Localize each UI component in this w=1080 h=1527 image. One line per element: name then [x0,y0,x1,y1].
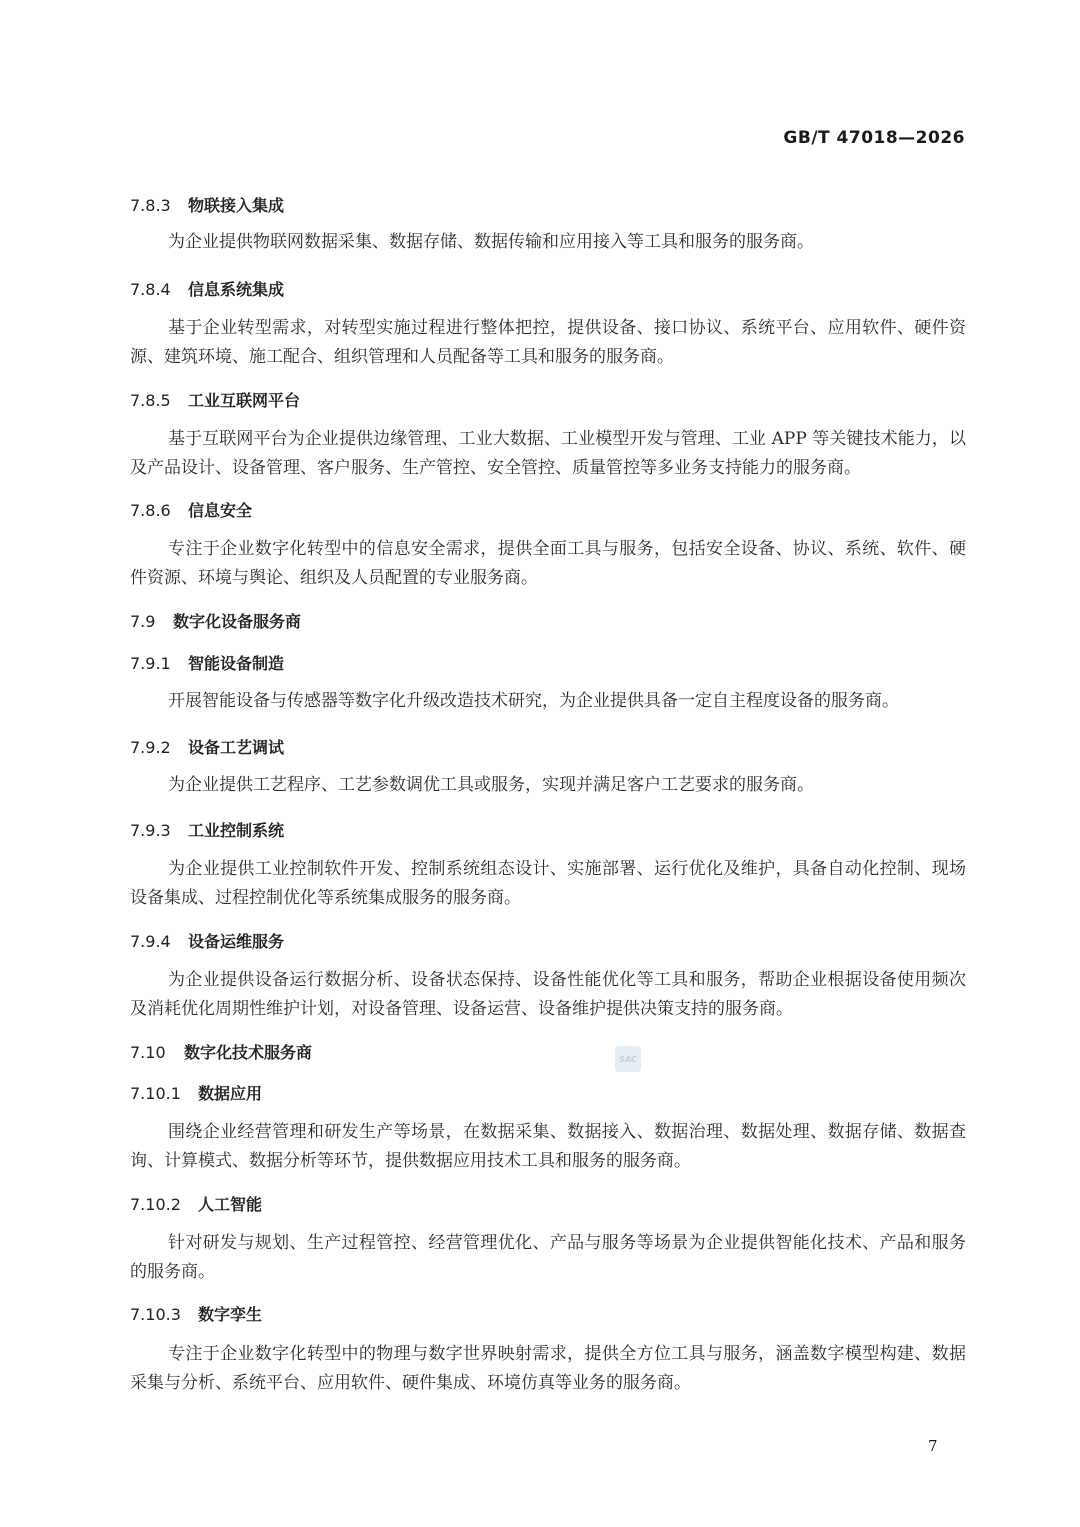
section-number: 7.9 [130,612,156,631]
section-heading-7-10-1 [130,1081,262,1104]
section-title: 信息系统集成 [188,280,285,299]
section-text-7-10-1: 围绕企业经营管理和研发生产等场景，在数据采集、数据接入、数据治理、数据处理、数据存储、数据查询、计算模式、数据分析等环节，提供数据应用技术工具和服务的服务商。 [130,1122,966,1171]
section-heading-7-8-6 [130,498,252,521]
sac-watermark: SAC [615,1046,641,1072]
section-title: 数字孪生 [198,1305,263,1324]
section-text-7-9-4: 为企业提供设备运行数据分析、设备状态保持、设备性能优化等工具和服务，帮助企业根据设备使用频次及消耗优化周期性维护计划，对设备管理、设备运营、设备维护提供决策支持的服务商。 [130,970,966,1019]
section-number: 7.8.5 [130,391,171,410]
section-heading-7-9-4 [130,929,284,952]
section-text-7-8-4: 基于企业转型需求，对转型实施过程进行整体把控，提供设备、接口协议、系统平台、应用软件、硬件资源、建筑环境、施工配合、组织管理和人员配备等工具和服务的服务商。 [130,318,966,367]
section-title: 设备工艺调试 [188,738,285,757]
section-title: 物联接入集成 [188,196,285,215]
section-number: 7.8.3 [130,196,171,215]
section-title: 工业互联网平台 [188,391,301,410]
section-title: 数字化技术服务商 [184,1043,313,1062]
section-title: 数字化设备服务商 [173,612,302,631]
section-heading-7-10-3 [130,1302,262,1325]
section-text-7-10-3: 专注于企业数字化转型中的物理与数字世界映射需求，提供全方位工具与服务，涵盖数字模型构建、数据采集与分析、系统平台、应用软件、硬件集成、环境仿真等业务的服务商。 [130,1344,966,1393]
section-number: 7.10 [130,1043,166,1062]
page-number: 7 [928,1437,938,1455]
section-number: 7.8.6 [130,501,171,520]
section-number: 7.9.3 [130,821,171,840]
section-text-7-8-5: 基于互联网平台为企业提供边缘管理、工业大数据、工业模型开发与管理、工业 APP 等关键技术能力，以及产品设计、设备管理、客户服务、生产管控、安全管控、质量管控等多业务支持能力的服务商。 [130,429,966,478]
section-number: 7.8.4 [130,280,171,299]
section-number: 7.10.3 [130,1305,181,1324]
section-heading-7-9-3 [130,818,284,841]
section-text-7-8-6: 专注于企业数字化转型中的信息安全需求，提供全面工具与服务，包括安全设备、协议、系统、软件、硬件资源、环境与舆论、组织及人员配置的专业服务商。 [130,539,966,588]
section-number: 7.10.1 [130,1084,181,1103]
section-heading-7-9 [130,609,301,632]
section-heading-7-8-3 [130,193,284,216]
section-number: 7.9.1 [130,654,171,673]
section-text-7-9-3: 为企业提供工业控制软件开发、控制系统组态设计、实施部署、运行优化及维护，具备自动化控制、现场设备集成、过程控制优化等系统集成服务的服务商。 [130,859,966,908]
section-title: 数据应用 [198,1084,263,1103]
section-number: 7.9.2 [130,738,171,757]
section-text-7-8-3: 为企业提供物联网数据采集、数据存储、数据传输和应用接入等工具和服务的服务商。 [168,232,814,252]
section-title: 信息安全 [188,501,253,520]
section-heading-7-9-1 [130,651,284,674]
section-heading-7-10 [130,1040,312,1063]
section-number: 7.10.2 [130,1195,181,1214]
section-text-7-9-1: 开展智能设备与传感器等数字化升级改造技术研究，为企业提供具备一定自主程度设备的服务商。 [168,691,899,711]
section-heading-7-8-5 [130,388,300,411]
section-heading-7-10-2 [130,1192,262,1215]
section-number: 7.9.4 [130,932,171,951]
section-title: 人工智能 [198,1195,263,1214]
section-text-7-10-2: 针对研发与规划、生产过程管控、经营管理优化、产品与服务等场景为企业提供智能化技术、产品和服务的服务商。 [130,1233,966,1282]
section-text-7-9-2: 为企业提供工艺程序、工艺参数调优工具或服务，实现并满足客户工艺要求的服务商。 [168,775,814,795]
section-title: 工业控制系统 [188,821,285,840]
section-title: 设备运维服务 [188,932,285,951]
section-title: 智能设备制造 [188,654,285,673]
section-heading-7-8-4 [130,277,284,300]
document-code: GB/T 47018—2026 [783,128,965,148]
section-heading-7-9-2 [130,735,284,758]
